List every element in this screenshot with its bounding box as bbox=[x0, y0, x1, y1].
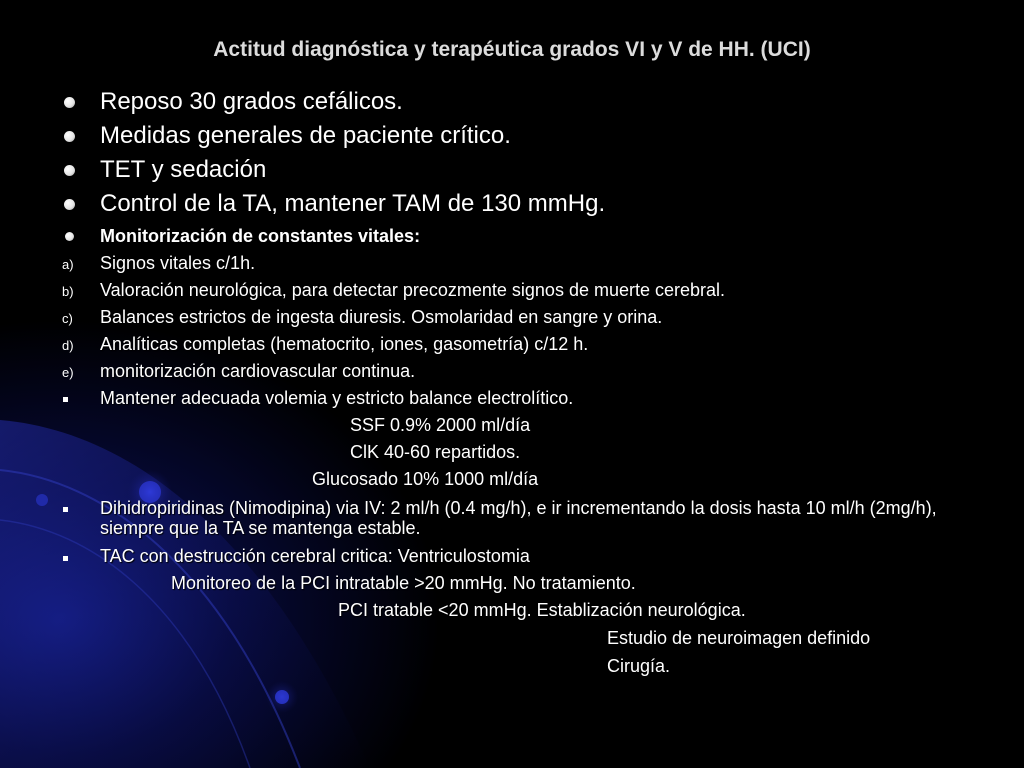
lettered-item: Signos vitales c/1h. bbox=[100, 253, 256, 273]
lettered-item: Analíticas completas (hematocrito, iones, gasometría) c/12 h. bbox=[100, 334, 589, 354]
volemia-detail: SSF 0.9% 2000 ml/día bbox=[350, 415, 531, 435]
lettered-item: Valoración neurológica, para detectar precozmente signos de muerte cerebral. bbox=[100, 280, 726, 300]
tac-detail: Monitoreo de la PCI intratable >20 mmHg. No tratamiento. bbox=[171, 573, 636, 593]
tac-detail: Estudio de neuroimagen definido bbox=[607, 628, 871, 648]
square-item: Mantener adecuada volemia y estricto balance electrolítico. bbox=[100, 388, 574, 408]
lettered-item: monitorización cardiovascular continua. bbox=[100, 361, 416, 381]
bullet-dot-icon bbox=[64, 97, 75, 108]
list-marker: c) bbox=[62, 311, 73, 326]
bullet-item: TET y sedación bbox=[100, 156, 267, 183]
tac-detail: PCI tratable <20 mmHg. Establización neurológica. bbox=[338, 600, 746, 620]
square-bullet-icon bbox=[63, 507, 68, 512]
slide-title: Actitud diagnóstica y terapéutica grados VI y V de HH. (UCI) bbox=[213, 38, 811, 61]
square-bullet-icon bbox=[63, 397, 68, 402]
volemia-detail: ClK 40-60 repartidos. bbox=[350, 442, 521, 462]
square-item: Dihidropiridinas (Nimodipina) via IV: 2 ml/h (0.4 mg/h), e ir incrementando la dosis hasta 10 ml/h (2mg/h), siempre que la TA se mantenga estable. bbox=[100, 498, 937, 538]
bullet-item-bold: Monitorización de constantes vitales: bbox=[100, 226, 421, 246]
lettered-item: Balances estrictos de ingesta diuresis. Osmolaridad en sangre y orina. bbox=[100, 307, 663, 327]
square-item: TAC con destrucción cerebral critica: Ventriculostomia bbox=[100, 546, 530, 566]
list-marker: a) bbox=[62, 257, 74, 272]
tac-detail: Cirugía. bbox=[607, 656, 671, 676]
bullet-item: Medidas generales de paciente crítico. bbox=[100, 122, 511, 149]
bullet-dot-icon bbox=[65, 232, 74, 241]
square-bullet-icon bbox=[63, 556, 68, 561]
bullet-dot-icon bbox=[64, 199, 75, 210]
list-marker: b) bbox=[62, 284, 74, 299]
bullet-item: Control de la TA, mantener TAM de 130 mmHg. bbox=[100, 190, 606, 217]
volemia-detail: Glucosado 10% 1000 ml/día bbox=[312, 469, 539, 489]
list-marker: d) bbox=[62, 338, 74, 353]
bullet-item: Reposo 30 grados cefálicos. bbox=[100, 88, 403, 115]
list-marker: e) bbox=[62, 365, 74, 380]
bullet-dot-icon bbox=[64, 131, 75, 142]
bullet-dot-icon bbox=[64, 165, 75, 176]
